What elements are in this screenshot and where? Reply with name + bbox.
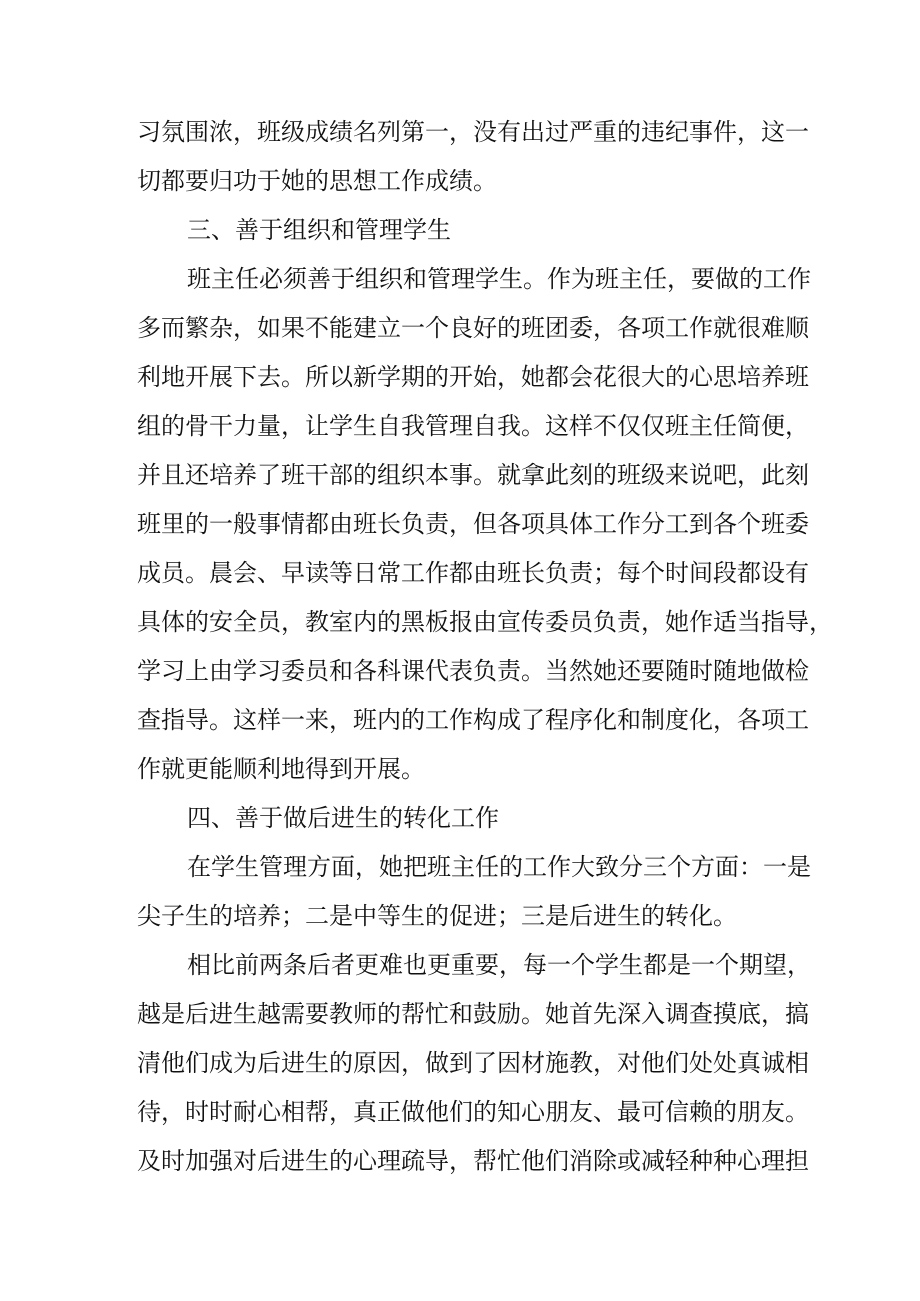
text-line: 具体的安全员，教室内的黑板报由宣传委员负责，她作适当指导， <box>137 608 833 636</box>
text-line: 学习上由学习委员和各科课代表负责。当然她还要随时随地做检 <box>137 657 809 685</box>
text-line: 越是后进生越需要教师的帮忙和鼓励。她首先深入调查摸底，搞 <box>137 1000 809 1028</box>
text-line: 班主任必须善于组织和管理学生。作为班主任，要做的工作 <box>187 265 811 293</box>
text-line: 作就更能顺利地得到开展。 <box>137 755 425 783</box>
section-heading: 四、善于做后进生的转化工作 <box>187 804 499 832</box>
text-line: 多而繁杂，如果不能建立一个良好的班团委，各项工作就很难顺 <box>137 314 809 342</box>
text-line: 利地开展下去。所以新学期的开始，她都会花很大的心思培养班 <box>137 363 809 391</box>
text-line: 班里的一般事情都由班长负责，但各项具体工作分工到各个班委 <box>137 510 809 538</box>
text-line: 成员。晨会、早读等日常工作都由班长负责；每个时间段都设有 <box>137 559 809 587</box>
text-line: 切都要归功于她的思想工作成绩。 <box>137 167 497 195</box>
text-line: 组的骨干力量，让学生自我管理自我。这样不仅仅班主任简便， <box>137 412 809 440</box>
text-line: 清他们成为后进生的原因，做到了因材施教，对他们处处真诚相 <box>137 1049 809 1077</box>
text-line: 并且还培养了班干部的组织本事。就拿此刻的班级来说吧，此刻 <box>137 461 809 489</box>
text-line: 查指导。这样一来，班内的工作构成了程序化和制度化，各项工 <box>137 706 809 734</box>
text-line: 及时加强对后进生的心理疏导，帮忙他们消除或减轻种种心理担 <box>137 1147 809 1175</box>
text-line: 在学生管理方面，她把班主任的工作大致分三个方面：一是 <box>187 853 811 881</box>
text-line: 待，时时耐心相帮，真正做他们的知心朋友、最可信赖的朋友。 <box>137 1098 809 1126</box>
text-line: 习氛围浓，班级成绩名列第一，没有出过严重的违纪事件，这一 <box>137 118 809 146</box>
section-heading: 三、善于组织和管理学生 <box>187 216 451 244</box>
text-line: 相比前两条后者更难也更重要，每一个学生都是一个期望， <box>187 951 811 979</box>
text-line: 尖子生的培养；二是中等生的促进；三是后进生的转化。 <box>137 902 737 930</box>
